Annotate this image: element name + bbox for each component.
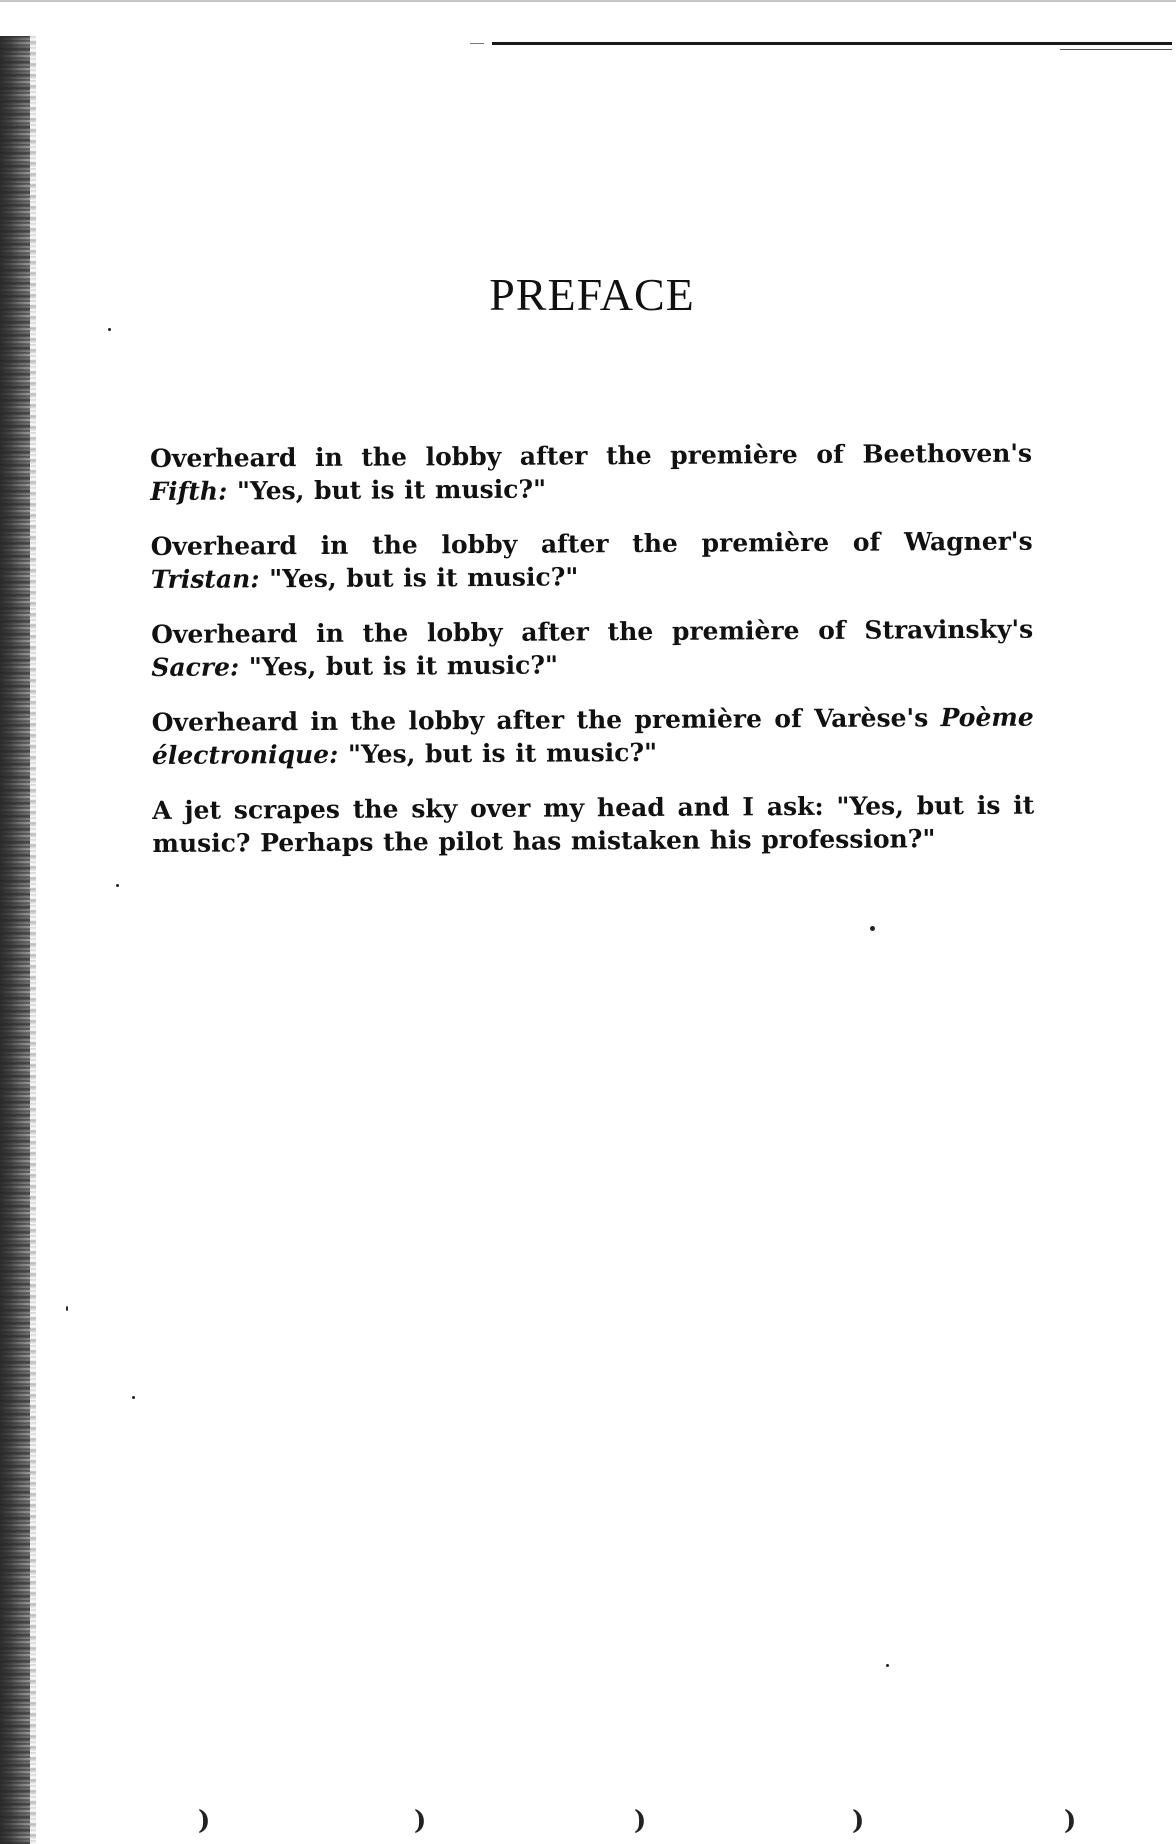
paragraph-4-quote: "Yes, but is it music?": [338, 737, 658, 769]
scan-speck: [116, 884, 119, 887]
bottom-mark-5: ): [1064, 1806, 1077, 1836]
scan-speck: [132, 1396, 135, 1399]
paragraph-3: [151, 613, 1033, 684]
bottom-mark-1: ): [198, 1806, 211, 1836]
paragraph-5: [152, 789, 1034, 860]
bottom-mark-3: ): [634, 1806, 647, 1836]
paragraph-1-text: Overheard in the lobby after the première of Beethoven's: [150, 438, 1033, 473]
preface-body: [150, 437, 1035, 882]
paragraph-2-text: Overheard in the lobby after the première of Wagner's: [150, 526, 1033, 561]
paragraph-4-text: Overheard in the lobby after the première of Varèse's: [151, 703, 941, 737]
paragraph-5-text: A jet scrapes the sky over my head and I ask: "Yes, but is it music? Perhaps the pilot has mistaken his profession?": [152, 790, 1035, 858]
page-title: [0, 268, 1176, 321]
paragraph-1-quote: "Yes, but is it music?": [227, 474, 547, 506]
bottom-mark-4: ): [852, 1806, 865, 1836]
paragraph-2: [151, 525, 1033, 596]
page-title-text: PREFACE: [489, 269, 695, 320]
page-top-border: [0, 0, 1176, 2]
paragraph-2-italic: Tristan:: [150, 564, 260, 594]
paragraph-4: [152, 701, 1034, 772]
paragraph-3-text: Overheard in the lobby after the première of Stravinsky's: [151, 614, 1034, 649]
scan-speck: [66, 1306, 68, 1311]
header-rule-dash: [470, 43, 484, 44]
paragraph-3-italic: Sacre:: [151, 652, 240, 682]
header-rule: [492, 42, 1172, 45]
bottom-mark-2: ): [414, 1806, 427, 1836]
paragraph-1: [150, 437, 1032, 508]
paragraph-4-italic: Poème électronique:: [151, 702, 1034, 770]
scan-speck: [886, 1664, 889, 1667]
paragraph-3-quote: "Yes, but is it music?": [239, 650, 559, 682]
paragraph-2-quote: "Yes, but is it music?": [259, 562, 579, 594]
header-rule-thin: [1060, 49, 1172, 50]
scan-speck: [108, 328, 111, 331]
paragraph-1-italic: Fifth:: [150, 476, 228, 506]
scan-speck: [870, 926, 875, 931]
